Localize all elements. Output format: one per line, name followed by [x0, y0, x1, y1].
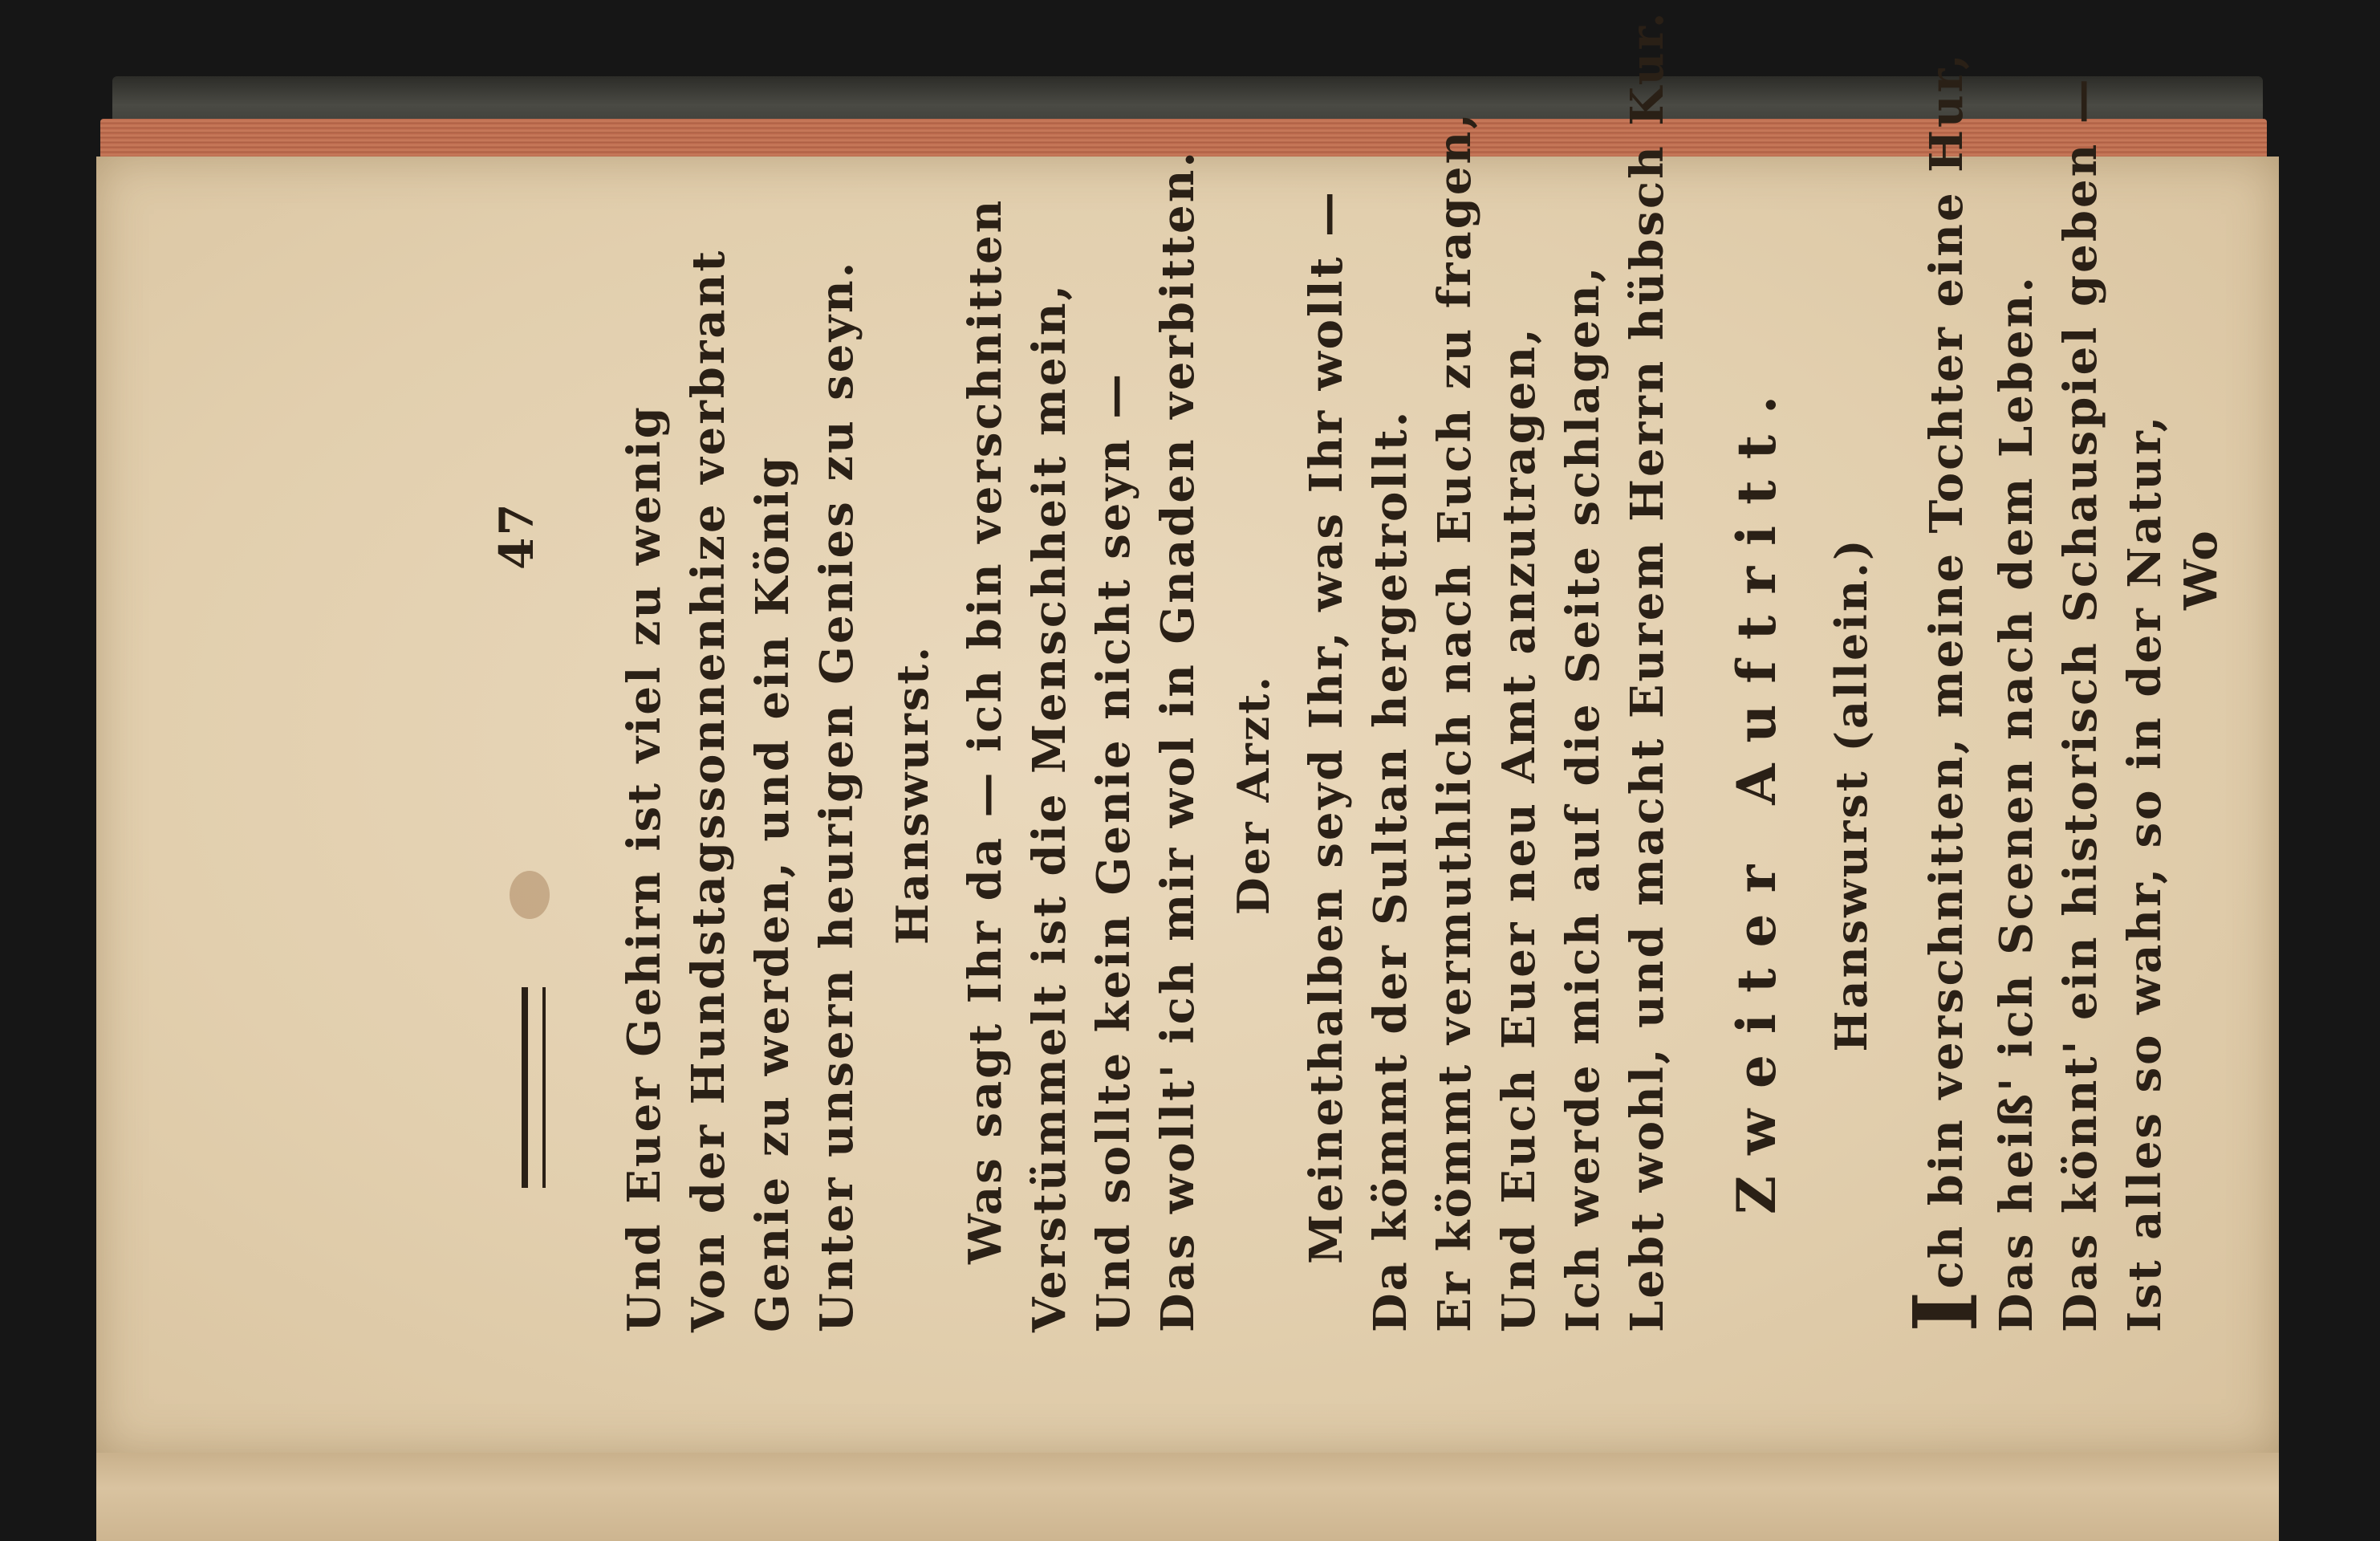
speaker-name: Hanswurst.	[887, 644, 938, 945]
monologue-first-line	[1894, 51, 1997, 1332]
page-number: 47	[489, 502, 544, 570]
verse-line: Das heiß' ich Scenen nach dem Leben.	[1990, 274, 2043, 1332]
verse-line: Und Euch Euer neu Amt anzutragen,	[1493, 326, 1545, 1332]
verse-line: Verstümmelt ist die Menschheit mein,	[1023, 282, 1076, 1332]
stage-direction: Hanswurst (allein.)	[1826, 537, 1877, 1052]
verse-line: Das wollt' ich mir wol in Gnaden verbitten.	[1151, 149, 1204, 1332]
catchword: Wo	[2175, 528, 2228, 610]
drop-capital: I	[1894, 1288, 1997, 1332]
verse-line: Ich werde mich auf die Seite schlagen,	[1557, 264, 1610, 1332]
verse-line-rest: ch bin verschnitten, meine Tochter eine Hur,	[1920, 51, 1973, 1289]
verse-line: Von der Hundstagssonnenhize verbrant	[682, 248, 735, 1332]
speaker-name: Der Arzt.	[1228, 673, 1279, 916]
facing-page	[96, 1453, 2279, 1541]
verse-line: Genie zu werden, und ein König	[746, 454, 799, 1332]
page-text	[425, 10, 2380, 1429]
verse-line: Da kömmt der Sultan hergetrollt.	[1364, 409, 1417, 1332]
header-rule	[522, 987, 546, 1188]
verse-line: Was sagt Ihr da — ich bin verschnitten	[959, 197, 1012, 1264]
verse-line: Ist alles so wahr, so in der Natur,	[2118, 413, 2171, 1332]
scene-heading: Zweiter Auftritt.	[1725, 374, 1788, 1215]
verse-line: Er kömmt vermuthlich nach Euch zu fragen,	[1428, 111, 1481, 1332]
verse-line: Unter unsern heurigen Genies zu seyn.	[810, 259, 863, 1332]
verse-line: Und sollte kein Genie nicht seyn —	[1087, 371, 1140, 1332]
verse-line: Und Euer Gehirn ist viel zu wenig	[618, 405, 671, 1332]
verse-line: Meinethalben seyd Ihr, was Ihr wollt —	[1300, 189, 1353, 1264]
verse-line: Lebt wohl, und macht Eurem Herrn hübsch Kur.	[1621, 10, 1674, 1332]
verse-line: Das könnt' ein historisch Schauspiel geben —	[2054, 76, 2107, 1332]
